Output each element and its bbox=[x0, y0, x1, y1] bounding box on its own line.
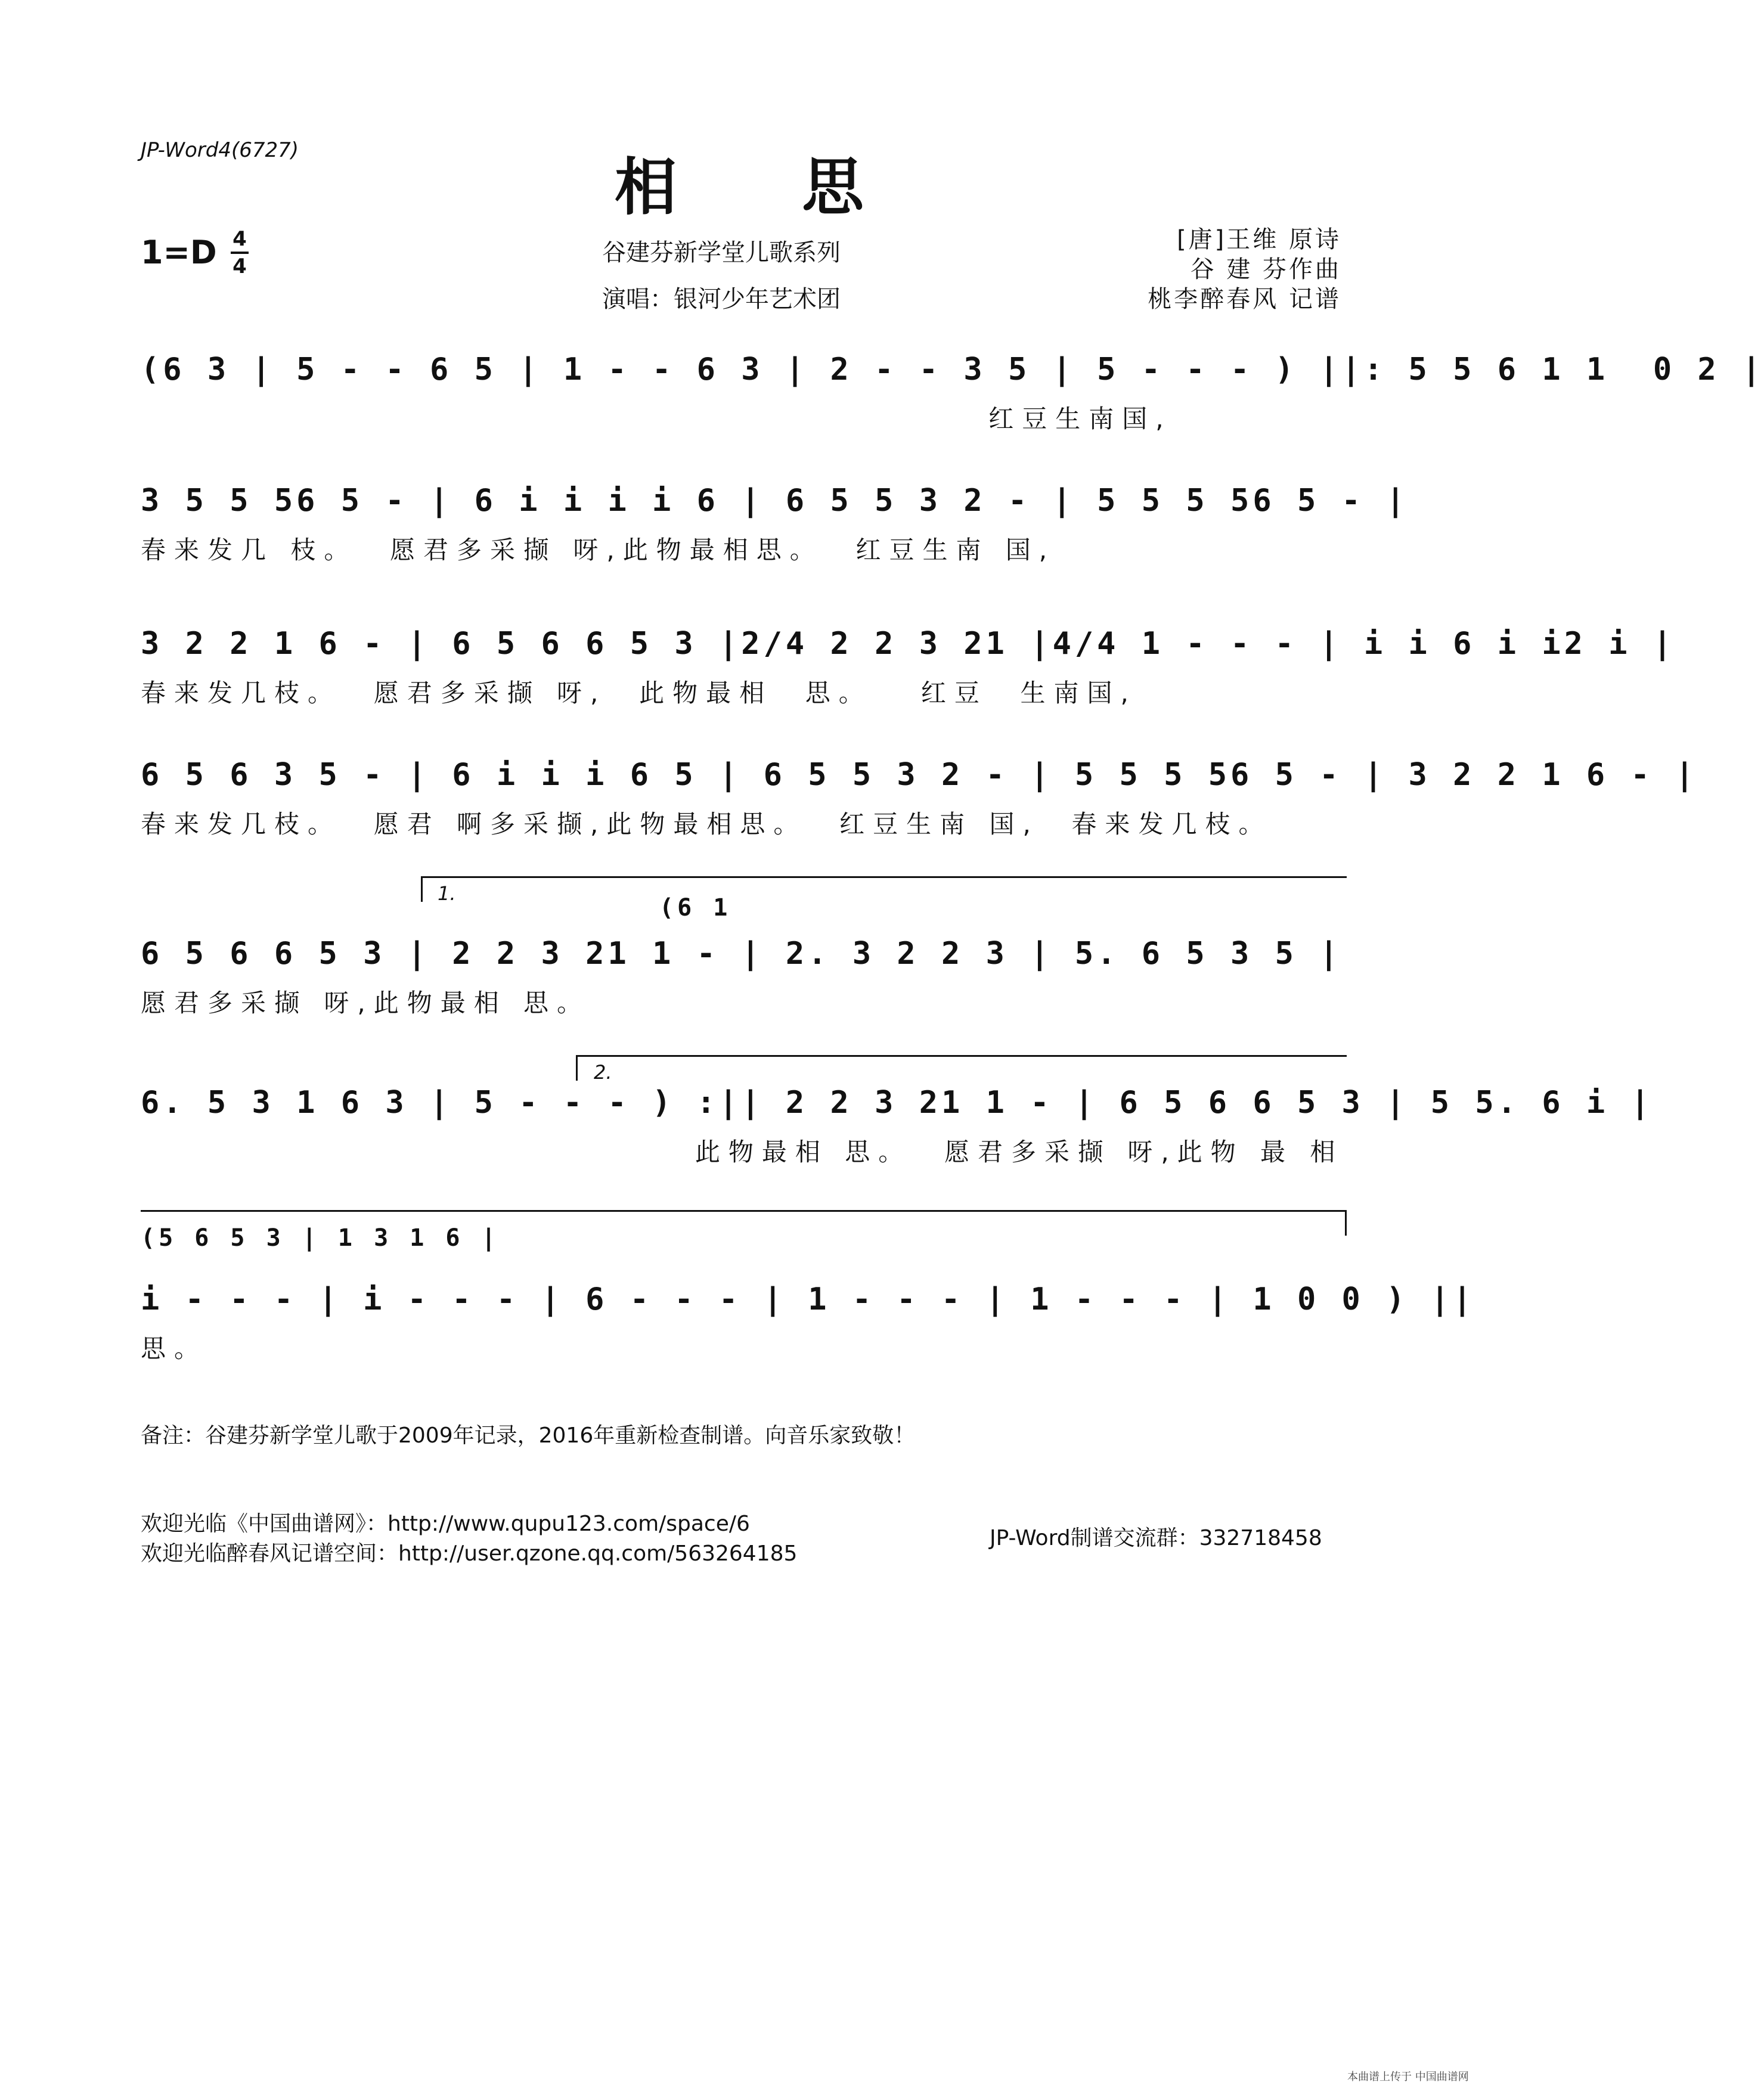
credit-poet: [唐]王维 原诗 bbox=[1177, 226, 1341, 253]
qzone-link[interactable]: 欢迎光临醉春风记谱空间：http://user.qzone.qq.com/563264185 bbox=[141, 1541, 798, 1566]
time-signature-top: 4 bbox=[232, 227, 247, 251]
score-line-3 bbox=[141, 626, 1676, 715]
watermark: 本曲谱上传于 中国曲谱网 bbox=[1347, 2071, 1469, 2083]
score-line-1 bbox=[141, 352, 1764, 441]
lyrics: 春来发几枝。 愿君多采撷 呀, 此物最相 思。 红豆 生南国, bbox=[141, 678, 1137, 708]
lyrics: 此物最相 思。 愿君多采撷 呀,此物 最 相 bbox=[141, 1137, 1344, 1167]
key-signature: 1=D bbox=[141, 234, 217, 271]
notation: 3 5 5 56 5 - | 6 i i i i 6 | 6 5 5 3 2 - | 5 5 5 56 5 - | bbox=[141, 483, 1409, 519]
time-signature bbox=[228, 227, 252, 279]
exchange-group: JP-Word制谱交流群：332718458 bbox=[990, 1526, 1322, 1550]
first-ending-label: 1. bbox=[438, 882, 456, 905]
score-line-4 bbox=[141, 757, 1698, 846]
credit-transcriber: 桃李醉春风 记谱 bbox=[1148, 286, 1341, 313]
lyrics: 春来发几 枝。 愿君多采撷 呀,此物最相思。 红豆生南 国, bbox=[141, 535, 1056, 564]
lyrics: 愿君多采撷 呀,此物最相 思。 bbox=[141, 988, 591, 1017]
lyrics: 思。 bbox=[141, 1334, 208, 1363]
lyrics: 春来发几枝。 愿君 啊多采撷,此物最相思。 红豆生南 国, 春来发几枝。 bbox=[141, 809, 1272, 839]
score-line-2 bbox=[141, 483, 1409, 572]
second-ending-label: 2. bbox=[594, 1061, 612, 1084]
second-ending-bracket bbox=[576, 1055, 1347, 1081]
website-link[interactable]: 欢迎光临《中国曲谱网》：http://www.qupu123.com/space/6 bbox=[141, 1512, 750, 1536]
page-title: 相思 bbox=[614, 150, 989, 224]
series-label: 谷建芬新学堂儿歌系列 bbox=[602, 239, 841, 266]
lyrics: 红豆生南国, bbox=[141, 404, 1172, 433]
credit-composer: 谷 建 芬作曲 bbox=[1190, 256, 1341, 283]
notation: 3 2 2 1 6 - | 6 5 6 6 5 3 |2/4 2 2 3 21 |4/4 1 - - - | i i 6 i i2 i | bbox=[141, 626, 1676, 662]
singer-label: 演唱：银河少年艺术团 bbox=[602, 286, 841, 313]
notation: (6 3 | 5 - - 6 5 | 1 - - 6 3 | 2 - - 3 5 | 5 - - - ) ||: 5 5 6 1 1 0 2 | bbox=[141, 352, 1764, 387]
first-ending-bracket bbox=[421, 876, 1347, 902]
alt-notation: (6 1 bbox=[659, 894, 731, 922]
time-signature-bottom: 4 bbox=[232, 255, 247, 278]
notation: 6 5 6 6 5 3 | 2 2 3 21 1 - | 2. 3 2 2 3 | 5. 6 5 3 5 | bbox=[141, 936, 1342, 972]
remark-note: 备注：谷建芬新学堂儿歌于2009年记录，2016年重新检查制谱。向音乐家致敬！ bbox=[141, 1423, 916, 1448]
notation: 6. 5 3 1 6 3 | 5 - - - ) :|| 2 2 3 21 1 - | 6 5 6 6 5 3 | 5 5. 6 i | bbox=[141, 1085, 1653, 1121]
software-label: JP-Word4(6727) bbox=[141, 138, 299, 162]
score-line-5 bbox=[141, 876, 1345, 1025]
notation: 6 5 6 3 5 - | 6 i i i 6 5 | 6 5 5 3 2 - | 5 5 5 56 5 - | 3 2 2 1 6 - | bbox=[141, 757, 1698, 793]
alt-notation: (5 6 5 3 | 1 3 1 6 | bbox=[141, 1224, 500, 1252]
score-line-6 bbox=[141, 1055, 1653, 1174]
notation: i - - - | i - - - | 6 - - - | 1 - - - | 1 - - - | 1 0 0 ) || bbox=[141, 1282, 1475, 1317]
score-line-7 bbox=[141, 1210, 1475, 1365]
